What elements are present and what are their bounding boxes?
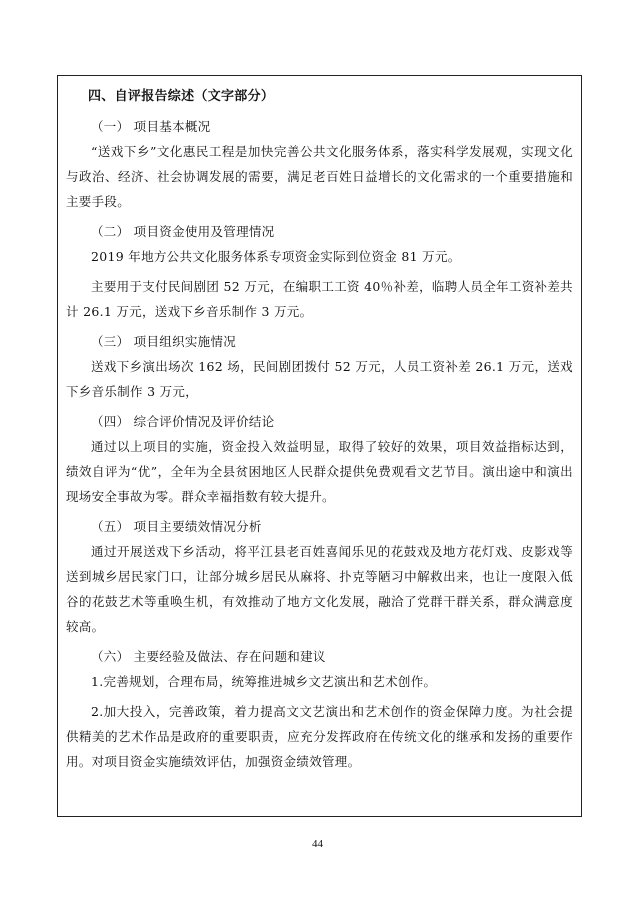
section-3-paragraph-1: 送戏下乡演出场次 162 场，民间剧团拨付 52 万元，人员工资补差 26.1 万元，送戏下乡音乐制作 3 万元， <box>66 359 573 399</box>
page-number: 44 <box>312 838 323 850</box>
section-2-paragraph-1: 2019 年地方公共文化服务体系专项资金实际到位资金 81 万元。 <box>91 249 461 264</box>
report-table-cell <box>57 75 582 817</box>
section-6-paragraph-2: 2.加大投入，完善政策，着力提高文文艺演出和艺术创作的资金保障力度。为社会提供精美的艺术作品是政府的重要职责，应充分发挥政府在传统文化的继承和发扬的重要作用。对项目资金实施绩效评估，加强资金绩效管理。 <box>66 704 573 769</box>
section-5-paragraph-1: 通过开展送戏下乡活动，将平江县老百姓喜闻乐见的花鼓戏及地方花灯戏、皮影戏等送到城乡居民家门口，让部分城乡居民从麻将、扑克等陋习中解救出来，也让一度限入低谷的花鼓艺术等重唤生机，有效推动了地方文化发展，融洽了党群干群关系，群众满意度较高。 <box>66 544 573 634</box>
section-6-paragraph-1: 1.完善规划，合理布局，统筹推进城乡文艺演出和艺术创作。 <box>91 674 437 689</box>
section-2-paragraph-2: 主要用于支付民间剧团 52 万元，在编职工工资 40％补差，临聘人员全年工资补差共计 26.1 万元，送戏下乡音乐制作 3 万元。 <box>66 279 573 319</box>
section-title-3: （三） 项目组织实施情况 <box>91 334 237 349</box>
section-1-paragraph-1: “送戏下乡”文化惠民工程是加快完善公共文化服务体系，落实科学发展观，实现文化与政治、经济、社会协调发展的需要，满足老百姓日益增长的文化需求的一个重要措施和主要手段。 <box>66 144 573 209</box>
report-heading: 四、自评报告综述（文字部分） <box>88 89 275 104</box>
section-title-1: （一） 项目基本概况 <box>91 119 211 134</box>
section-4-paragraph-1: 通过以上项目的实施，资金投入效益明显，取得了较好的效果，项目效益指标达到，绩效自评为“优”，全年为全县贫困地区人民群众提供免费观看文艺节目。演出途中和演出现场安全事故为零。群众幸福指数有较大提升。 <box>66 439 573 504</box>
section-title-4: （四） 综合评价情况及评价结论 <box>91 414 275 429</box>
section-title-6: （六） 主要经验及做法、存在问题和建议 <box>91 649 326 664</box>
section-title-5: （五） 项目主要绩效情况分析 <box>91 519 262 534</box>
report-content <box>66 84 573 774</box>
section-title-2: （二） 项目资金使用及管理情况 <box>91 224 275 239</box>
